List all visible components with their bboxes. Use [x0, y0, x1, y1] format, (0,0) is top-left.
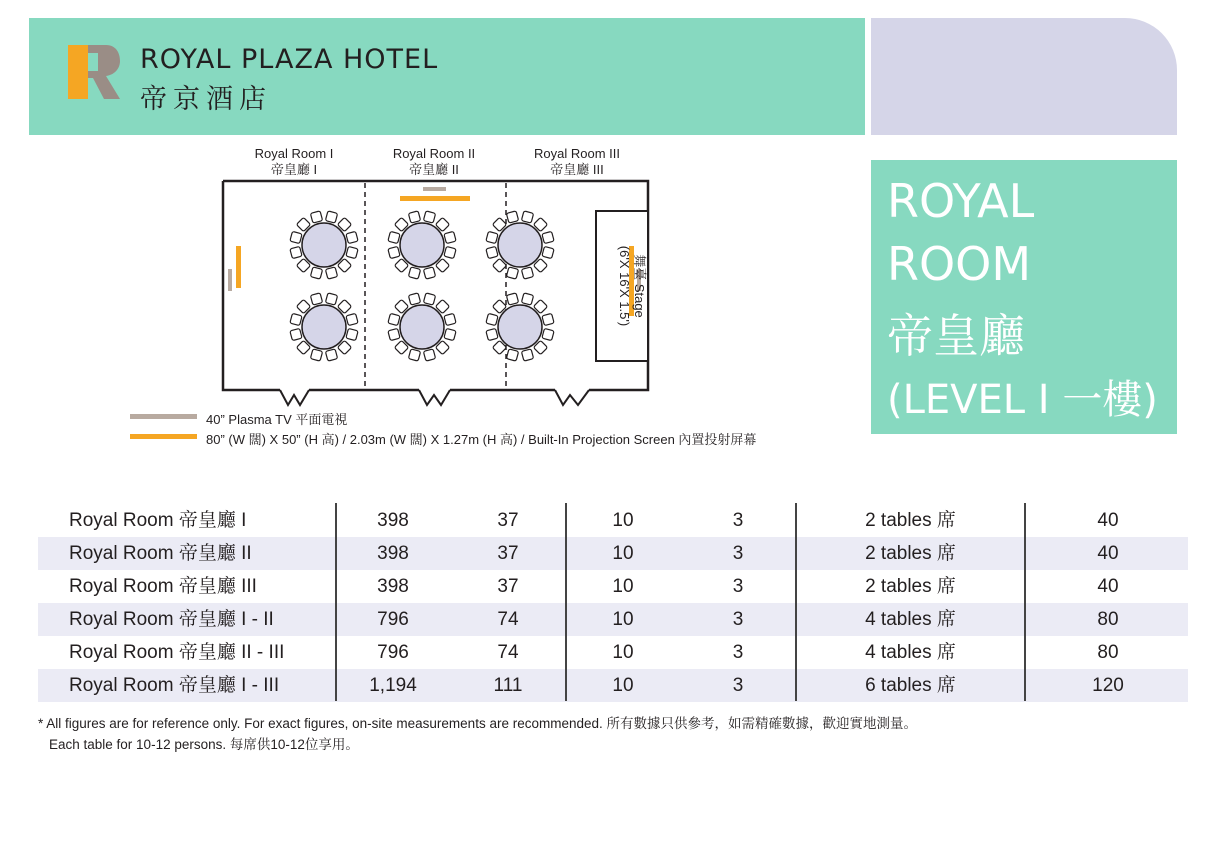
cell-value: 6 tables 席 — [865, 675, 956, 696]
round-table-top — [498, 305, 542, 349]
chair-icon — [521, 293, 533, 305]
legend-tv-text: 40” Plasma TV 平面電視 — [206, 412, 348, 427]
cell-value: 398 — [377, 576, 409, 597]
cell-value: 3 — [732, 576, 744, 597]
stage-label — [617, 234, 647, 338]
cell-value: 37 — [497, 576, 519, 597]
cell-value: 10 — [612, 543, 634, 564]
door-icon — [280, 390, 309, 405]
row-name: Royal Room 帝皇廳 II - III — [69, 642, 285, 663]
chair-icon — [408, 349, 420, 361]
chair-icon — [506, 267, 518, 279]
room-label-3-en: Royal Room III — [534, 146, 620, 161]
room-walls — [223, 181, 648, 390]
round-table-top — [400, 223, 444, 267]
cell-value: 37 — [497, 510, 519, 531]
cell-value: 10 — [612, 609, 634, 630]
cell-value: 120 — [1092, 675, 1124, 696]
chair-icon — [388, 313, 400, 325]
banquet-table-icon — [388, 211, 456, 279]
chair-icon — [486, 313, 498, 325]
table-row — [38, 504, 1188, 537]
chair-icon — [542, 328, 554, 340]
stage-size-text: (6'X 16'X 1.5') — [617, 245, 632, 327]
banquet-table-icon — [486, 211, 554, 279]
cell-value: 3 — [732, 543, 744, 564]
column-divider — [335, 503, 337, 701]
chair-icon — [310, 211, 322, 223]
chair-icon — [290, 313, 302, 325]
chair-icon — [346, 246, 358, 258]
chair-icon — [408, 267, 420, 279]
cell-value: 37 — [497, 543, 519, 564]
chair-icon — [486, 231, 498, 243]
banquet-table-icon — [486, 293, 554, 361]
round-table-top — [400, 305, 444, 349]
chair-icon — [290, 246, 302, 258]
hotel-name-en: ROYAL PLAZA HOTEL — [140, 44, 439, 75]
cell-value: 3 — [732, 642, 744, 663]
chair-icon — [388, 231, 400, 243]
door-icon — [555, 390, 589, 405]
chair-icon — [388, 328, 400, 340]
chair-icon — [346, 328, 358, 340]
chair-icon — [290, 231, 302, 243]
cell-value: 10 — [612, 576, 634, 597]
room-label-1-en: Royal Room I — [254, 146, 334, 161]
stage-label-text: 舞臺 Stage — [632, 254, 647, 318]
chair-icon — [542, 231, 554, 243]
chair-icon — [506, 211, 518, 223]
title-line-4: (LEVEL I 一樓) — [887, 377, 1158, 423]
round-table-top — [498, 223, 542, 267]
cell-value: 10 — [612, 642, 634, 663]
row-name: Royal Room 帝皇廳 I — [69, 510, 247, 531]
chair-icon — [325, 211, 337, 223]
banquet-table-icon — [290, 293, 358, 361]
chair-icon — [310, 267, 322, 279]
round-table-top — [302, 305, 346, 349]
chair-icon — [388, 246, 400, 258]
chair-icon — [542, 313, 554, 325]
chair-icon — [346, 313, 358, 325]
projection-screen-icon — [400, 196, 470, 201]
door-icon — [419, 390, 450, 405]
chair-icon — [423, 293, 435, 305]
cell-value: 398 — [377, 543, 409, 564]
table-row — [38, 570, 1188, 603]
banquet-table-icon — [388, 293, 456, 361]
footnote-1: * All figures are for reference only. For exact figures, on-site measurements are recommended. 所有數據只供參考，如需精確數據，歡迎實地測量。 — [38, 716, 918, 731]
room-label-2-zh: 帝皇廳 II — [409, 162, 459, 177]
cell-value: 4 tables 席 — [865, 642, 956, 663]
cell-value: 3 — [732, 609, 744, 630]
legend-screen-text: 80” (W 闊) X 50” (H 高) / 2.03m (W 闊) X 1.27m (H 高) / Built-In Projection Screen 內置投射屏幕 — [206, 432, 757, 447]
cell-value: 10 — [612, 510, 634, 531]
chair-icon — [486, 328, 498, 340]
cell-value: 80 — [1097, 609, 1119, 630]
cell-value: 1,194 — [369, 675, 417, 696]
title-line-1: ROYAL — [887, 174, 1035, 228]
chair-icon — [521, 349, 533, 361]
chair-icon — [310, 293, 322, 305]
chair-icon — [423, 267, 435, 279]
chair-icon — [444, 231, 456, 243]
table-row — [38, 603, 1188, 636]
cell-value: 3 — [732, 675, 744, 696]
cell-value: 40 — [1097, 510, 1119, 531]
footnote-2: Each table for 10-12 persons. 每席供10-12位享用。 — [49, 737, 359, 752]
cell-value: 40 — [1097, 543, 1119, 564]
room-label-2-en: Royal Room II — [392, 146, 476, 161]
cell-value: 2 tables 席 — [865, 543, 956, 564]
hotel-name-zh: 帝京酒店 — [140, 84, 272, 115]
chair-icon — [521, 267, 533, 279]
cell-value: 4 tables 席 — [865, 609, 956, 630]
row-name: Royal Room 帝皇廳 II — [69, 543, 252, 564]
chair-icon — [290, 328, 302, 340]
cell-value: 40 — [1097, 576, 1119, 597]
banquet-table-icon — [290, 211, 358, 279]
cell-value: 74 — [497, 609, 519, 630]
title-line-2: ROOM — [887, 237, 1032, 291]
chair-icon — [423, 211, 435, 223]
chair-icon — [542, 246, 554, 258]
plasma-tv-icon — [423, 187, 446, 191]
column-divider — [795, 503, 797, 701]
chair-icon — [521, 211, 533, 223]
cell-value: 111 — [493, 675, 523, 696]
column-divider — [565, 503, 567, 701]
round-table-top — [302, 223, 346, 267]
chair-icon — [506, 349, 518, 361]
chair-icon — [325, 293, 337, 305]
cell-value: 2 tables 席 — [865, 510, 956, 531]
chair-icon — [408, 211, 420, 223]
cell-value: 398 — [377, 510, 409, 531]
chair-icon — [486, 246, 498, 258]
cell-value: 80 — [1097, 642, 1119, 663]
cell-value: 2 tables 席 — [865, 576, 956, 597]
legend-screen-swatch — [130, 434, 197, 439]
table-row — [38, 669, 1188, 702]
chair-icon — [325, 349, 337, 361]
table-row — [38, 537, 1188, 570]
room-label-1-zh: 帝皇廳 I — [270, 162, 318, 177]
cell-value: 74 — [497, 642, 519, 663]
cell-value: 10 — [612, 675, 634, 696]
chair-icon — [325, 267, 337, 279]
chair-icon — [444, 328, 456, 340]
row-name: Royal Room 帝皇廳 III — [69, 576, 257, 597]
chair-icon — [310, 349, 322, 361]
chair-icon — [408, 293, 420, 305]
column-divider — [1024, 503, 1026, 701]
projection-screen-icon — [236, 246, 241, 288]
room-label-3-zh: 帝皇廳 III — [550, 162, 604, 177]
table-row — [38, 636, 1188, 669]
chair-icon — [444, 313, 456, 325]
cell-value: 796 — [377, 642, 409, 663]
row-name: Royal Room 帝皇廳 I - III — [69, 675, 280, 696]
chair-icon — [346, 231, 358, 243]
row-name: Royal Room 帝皇廳 I - II — [69, 609, 274, 630]
chair-icon — [506, 293, 518, 305]
cell-value: 796 — [377, 609, 409, 630]
chair-icon — [444, 246, 456, 258]
chair-icon — [423, 349, 435, 361]
title-line-3: 帝皇廳 — [887, 309, 1025, 363]
plasma-tv-icon — [228, 269, 232, 291]
cell-value: 3 — [732, 510, 744, 531]
legend-tv-swatch — [130, 414, 197, 419]
